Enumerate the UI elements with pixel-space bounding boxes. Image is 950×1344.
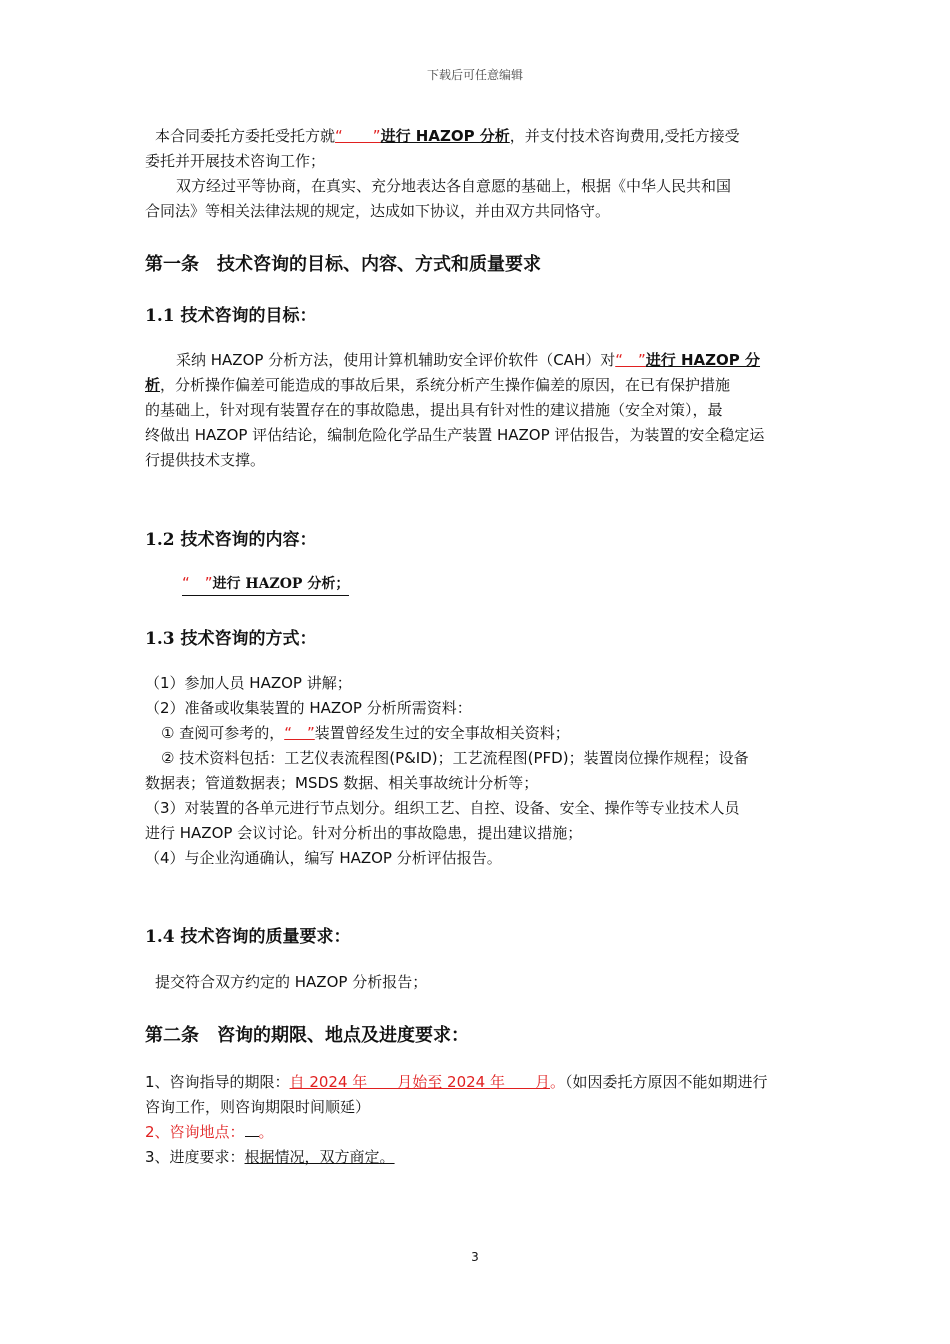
intro-line-4: 合同法》等相关法律法规的规定，达成如下协议，并由双方共同恪守。 bbox=[145, 202, 611, 220]
goal-line-3: 的基础上，针对现有装置存在的事故隐患，提出具有针对性的建议措施（安全对策），最 bbox=[145, 401, 723, 419]
quality-text: 提交符合双方约定的 HAZOP 分析报告； bbox=[155, 973, 428, 991]
article-2-title: 第二条 咨询的期限、地点及进度要求： bbox=[145, 1025, 469, 1046]
method-item-3: （3）对装置的各单元进行节点划分。组织工艺、自控、设备、安全、操作等专业技术人员 bbox=[145, 799, 740, 817]
location-label: 2、咨询地点： bbox=[145, 1123, 245, 1141]
project-blank: “ ” bbox=[615, 351, 646, 369]
hazop-phrase: 进行 HAZOP 分 bbox=[645, 351, 761, 369]
hazop-phrase: 进行 HAZOP 分析 bbox=[380, 127, 510, 145]
page-header: 下载后可任意编辑 bbox=[426, 68, 523, 82]
intro-line-1 bbox=[155, 124, 740, 149]
goal-line-4: 终做出 HAZOP 评估结论，编制危险化学品生产装置 HAZOP 评估报告，为装置的安全稳定运 bbox=[145, 426, 765, 444]
progress-line bbox=[145, 1145, 395, 1170]
term-dates: 自 2024 年 月始至 2024 年 月 bbox=[289, 1073, 550, 1091]
method-item-3-cont: 进行 HAZOP 会议讨论。针对分析出的事故隐患，提出建议措施； bbox=[145, 824, 583, 842]
method-item-1: （1）参加人员 HAZOP 讲解； bbox=[145, 674, 352, 692]
project-blank: “ ” bbox=[284, 724, 315, 742]
project-blank: “ ” bbox=[335, 127, 381, 145]
goal-line-2 bbox=[145, 373, 730, 398]
intro-line-2: 委托并开展技术咨询工作； bbox=[145, 152, 326, 170]
section-1-3-heading: 1.3 技术咨询的方式： bbox=[145, 629, 317, 649]
goal-line-5: 行提供技术支撑。 bbox=[145, 451, 266, 469]
intro-text: 本合同委托方委托受托方就 bbox=[155, 127, 336, 145]
term-note: （如因委托方原因不能如期进行 bbox=[564, 1073, 768, 1091]
method-item-2: （2）准备或收集装置的 HAZOP 分析所需资料： bbox=[145, 699, 472, 717]
project-blank: “ ” bbox=[182, 574, 213, 592]
term-period: 。 bbox=[549, 1073, 565, 1091]
location-line bbox=[145, 1120, 274, 1145]
article-1-title: 第一条 技术咨询的目标、内容、方式和质量要求 bbox=[145, 254, 541, 275]
term-line-1 bbox=[145, 1070, 768, 1095]
goal-line-1 bbox=[176, 348, 760, 373]
location-period: 。 bbox=[258, 1123, 274, 1141]
term-line-2: 咨询工作，则咨询期限时间顺延） bbox=[145, 1098, 371, 1116]
section-1-2-heading: 1.2 技术咨询的内容： bbox=[145, 530, 317, 550]
method-text: ① 查阅可参考的， bbox=[161, 724, 285, 742]
goal-text: ，分析操作偏差可能造成的事故后果，系统分析产生操作偏差的原因，在已有保护措施 bbox=[160, 376, 731, 394]
progress-value: 根据情况，双方商定。 bbox=[244, 1148, 395, 1166]
section-1-4-heading: 1.4 技术咨询的质量要求： bbox=[145, 927, 351, 947]
progress-label: 3、进度要求： bbox=[145, 1148, 245, 1166]
content-text: 进行 HAZOP 分析； bbox=[212, 576, 350, 592]
method-item-4: （4）与企业沟通确认，编写 HAZOP 分析评估报告。 bbox=[145, 849, 502, 867]
term-label: 1、咨询指导的期限： bbox=[145, 1073, 290, 1091]
goal-text: 采纳 HAZOP 分析方法，使用计算机辅助安全评价软件（CAH）对 bbox=[176, 351, 616, 369]
hazop-phrase-end: 析 bbox=[145, 376, 161, 394]
method-item-2-a bbox=[161, 721, 570, 746]
page-number: 3 bbox=[471, 1250, 479, 1264]
intro-text: ，并支付技术咨询费用,受托方接受 bbox=[509, 127, 740, 145]
location-blank bbox=[245, 1122, 259, 1137]
method-item-2-b-cont: 数据表；管道数据表；MSDS 数据、相关事故统计分析等； bbox=[145, 774, 539, 792]
section-1-1-heading: 1.1 技术咨询的目标： bbox=[145, 306, 317, 326]
method-item-2-b: ② 技术资料包括：工艺仪表流程图(P&ID)；工艺流程图(PFD)；装置岗位操作规程；设备 bbox=[161, 749, 749, 767]
content-line bbox=[182, 572, 349, 596]
method-text: 装置曾经发生过的安全事故相关资料； bbox=[314, 724, 570, 742]
intro-line-3: 双方经过平等协商，在真实、充分地表达各自意愿的基础上，根据《中华人民共和国 bbox=[176, 177, 732, 195]
